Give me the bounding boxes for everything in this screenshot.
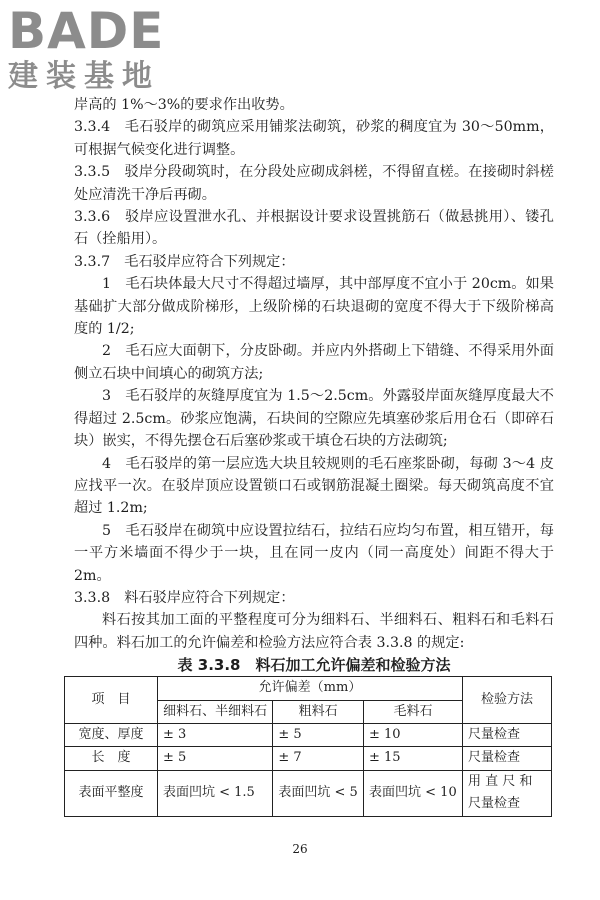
subheader-coarse-stone: 粗料石 bbox=[273, 700, 364, 723]
row-value: ± 15 bbox=[364, 747, 463, 770]
clause-3-3-5: 3.3.5 驳岸分段砌筑时，在分段处应砌成斜槎，不得留直槎。在接砌时斜槎处应清洗干净后再砌。 bbox=[74, 164, 554, 203]
page-number: 26 bbox=[292, 842, 308, 856]
clause-3-3-7-item-1: 1 毛石块体最大尺寸不得超过墙厚，其中部厚度不宜小于 20cm。如果基础扩大部分做成阶梯形，上级阶梯的石块退砌的宽度不得大于下级阶梯高度的 1/2; bbox=[74, 276, 554, 338]
subheader-rough-stone: 毛料石 bbox=[364, 700, 463, 723]
row-method: 尺量检查 bbox=[463, 747, 552, 770]
row-item: 长 度 bbox=[65, 747, 158, 770]
method-line-1: 用 直 尺 和 bbox=[468, 773, 533, 789]
clause-3-3-7-item-5: 5 毛石驳岸在砌筑中应设置拉结石，拉结石应均匀布置，相互错开，每一平方米墙面不得少于一块，且在同一皮内（同一高度处）间距不得大于 2m。 bbox=[74, 522, 554, 584]
clause-3-3-7-item-2: 2 毛石应大面朝下，分皮卧砌。并应内外搭砌上下错缝、不得采用外面侧立石块中间填心的砌筑方法; bbox=[74, 343, 554, 382]
clause-3-3-6: 3.3.6 驳岸应设置泄水孔、并根据设计要求设置挑筋石（做悬挑用）、镂孔石（拴船用）。 bbox=[74, 209, 554, 248]
row-value: 表面凹坑 < 1.5 bbox=[158, 770, 273, 816]
clause-3-3-7-item-3: 3 毛石驳岸的灰缝厚度宜为 1.5～2.5cm。外露驳岸面灰缝厚度最大不得超过 2.5cm。砂浆应饱满，石块间的空隙应先填塞砂浆后用仓石（即碎石块）嵌实，不得先摆仓石后塞砂浆或干填仓石块的方法砌筑; bbox=[74, 388, 554, 450]
row-value: 表面凹坑 < 10 bbox=[364, 770, 463, 816]
header-deviation: 允许偏差（mm） bbox=[158, 677, 463, 700]
row-value: ± 3 bbox=[158, 723, 273, 746]
paragraph-continuation: 岸高的 1%～3%的要求作出收势。 bbox=[74, 97, 294, 113]
tolerance-table bbox=[64, 676, 552, 816]
table-header-row bbox=[65, 677, 552, 700]
row-value: ± 10 bbox=[364, 723, 463, 746]
clause-3-3-8: 3.3.8 料石驳岸应符合下列规定： bbox=[74, 589, 295, 606]
table-row bbox=[65, 747, 552, 770]
clause-3-3-8-body: 料石按其加工面的平整程度可分为细料石、半细料石、粗料石和毛料石四种。料石加工的允许偏差和检验方法应符合表 3.3.8 的规定: bbox=[74, 612, 554, 651]
subheader-fine-stone: 细料石、半细料石 bbox=[158, 700, 273, 723]
row-item: 表面平整度 bbox=[65, 770, 158, 816]
header-method: 检验方法 bbox=[463, 677, 552, 724]
method-line-2: 尺量检查 bbox=[468, 796, 521, 812]
row-method bbox=[463, 770, 552, 816]
row-value: ± 7 bbox=[273, 747, 364, 770]
row-item: 宽度、厚度 bbox=[65, 723, 158, 746]
row-value: ± 5 bbox=[273, 723, 364, 746]
row-value: ± 5 bbox=[158, 747, 273, 770]
bade-logo bbox=[6, 4, 186, 96]
header-item: 项 目 bbox=[65, 677, 158, 724]
table-row bbox=[65, 770, 552, 816]
row-method: 尺量检查 bbox=[463, 723, 552, 746]
logo-brand-text: BADE bbox=[8, 2, 165, 60]
table-caption: 表 3.3.8 料石加工允许偏差和检验方法 bbox=[177, 656, 451, 675]
clause-3-3-7: 3.3.7 毛石驳岸应符合下列规定： bbox=[74, 253, 295, 270]
row-value: 表面凹坑 < 5 bbox=[273, 770, 364, 816]
table-row bbox=[65, 723, 552, 746]
clause-3-3-7-item-4: 4 毛石驳岸的第一层应选大块且较规则的毛石座浆卧砌，每砌 3～4 皮应找平一次。在驳岸顶应设置锁口石或钢筋混凝土圈梁。每天砌筑高度不宜超过 1.2m; bbox=[74, 455, 554, 517]
clause-3-3-4: 3.3.4 毛石驳岸的砌筑应采用铺浆法砌筑，砂浆的稠度宜为 30～50mm，可根据气候变化进行调整。 bbox=[74, 119, 554, 158]
logo-sub-text: 建装基地 bbox=[8, 59, 160, 94]
document-body bbox=[74, 94, 554, 817]
